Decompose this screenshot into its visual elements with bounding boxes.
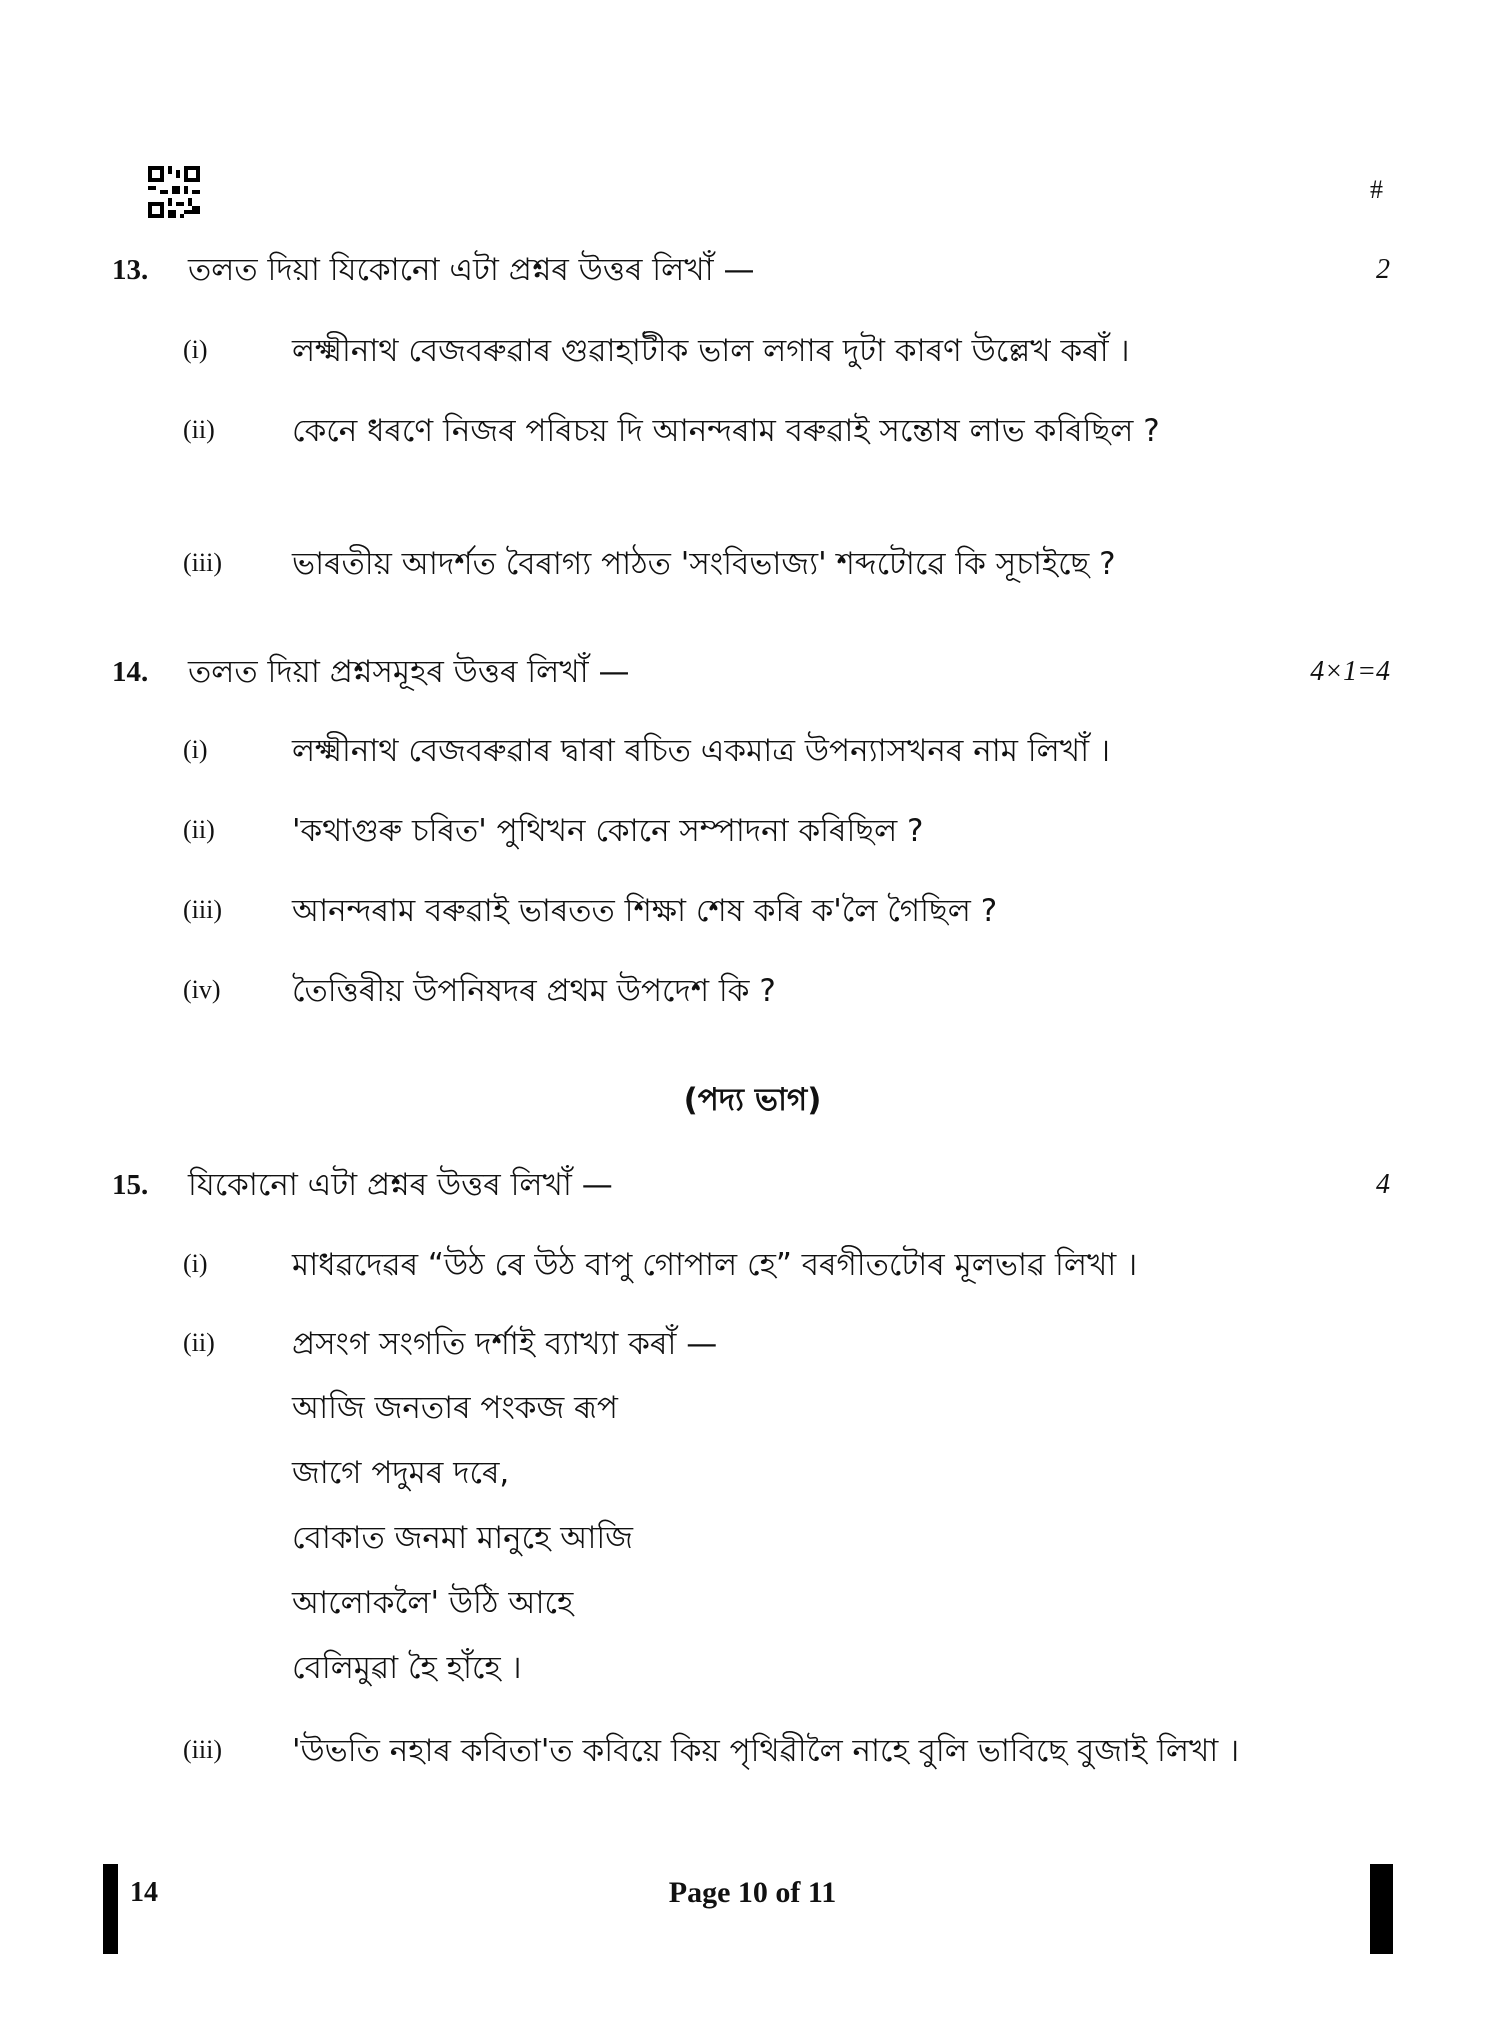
question-prompt: তলত দিয়া যিকোনো এটা প্ৰশ্নৰ উত্তৰ লিখাঁ — xyxy=(188,252,755,288)
question-prompt: তলত দিয়া প্ৰশ্নসমূহৰ উত্তৰ লিখাঁ — xyxy=(188,654,630,690)
question-marks: 4×1=4 xyxy=(1310,656,1390,687)
right-margin-bar xyxy=(1370,1864,1393,1954)
item-text: 'কথাগুৰু চৰিত' পুথিখন কোনে সম্পাদনা কৰিছিল ? xyxy=(292,813,924,849)
item-text: তৈত্তিৰীয় উপনিষদৰ প্ৰথম উপদেশ কি ? xyxy=(292,973,776,1009)
page-number: Page 10 of 11 xyxy=(668,1876,837,1909)
poem-line: বেলিমুৱা হৈ হাঁহে । xyxy=(292,1650,522,1686)
item-label: (ii) xyxy=(183,415,215,444)
question-prompt: যিকোনো এটা প্ৰশ্নৰ উত্তৰ লিখাঁ — xyxy=(188,1167,613,1203)
item-text: আনন্দৰাম বৰুৱাই ভাৰতত শিক্ষা শেষ কৰি ক'লৈ গৈছিল ? xyxy=(292,893,998,929)
question-15-header xyxy=(0,1160,1505,1210)
question-marks: 4 xyxy=(1376,1169,1390,1200)
item-text: ভাৰতীয় আদৰ্শত বৈৰাগ্য পাঠত 'সংবিভাজ্য' শব্দটোৱে কি সূচাইছে ? xyxy=(292,546,1116,582)
qr-code-icon xyxy=(148,166,200,218)
poem-line: আলোকলৈ' উঠি আহে xyxy=(292,1585,574,1621)
section-title: (পদ্য ভাগ) xyxy=(683,1082,822,1118)
corner-mark: # xyxy=(1370,175,1383,204)
poem-line: আজি জনতাৰ পংকজ ৰূপ xyxy=(292,1390,618,1426)
item-text: লক্ষ্মীনাথ বেজবৰুৱাৰ গুৱাহাটীক ভাল লগাৰ দুটা কাৰণ উল্লেখ কৰাঁ । xyxy=(292,333,1130,369)
question-number: 13. xyxy=(112,254,149,286)
poem-line: জাগে পদুমৰ দৰে, xyxy=(292,1455,510,1491)
question-13-header xyxy=(0,245,1505,295)
paper-code: 14 xyxy=(130,1877,158,1908)
item-label: (i) xyxy=(183,1249,208,1278)
item-text: কেনে ধৰণে নিজৰ পৰিচয় দি আনন্দৰাম বৰুৱাই সন্তোষ লাভ কৰিছিল ? xyxy=(292,413,1160,449)
item-label: (i) xyxy=(183,335,208,364)
item-text: মাধৱদেৱৰ “উঠ ৰে উঠ বাপু গোপাল হে” বৰগীতটোৰ মূলভাৱ লিখা । xyxy=(292,1247,1138,1283)
item-text: 'উভতি নহাৰ কবিতা'ত কবিয়ে কিয় পৃথিৱীলৈ নাহে বুলি ভাবিছে বুজাই লিখা । xyxy=(292,1733,1240,1769)
item-label: (ii) xyxy=(183,1328,215,1357)
question-number: 14. xyxy=(112,656,149,688)
item-label: (iii) xyxy=(183,895,222,924)
item-label: (i) xyxy=(183,735,208,764)
item-label: (iii) xyxy=(183,1735,222,1764)
question-14-header xyxy=(0,647,1505,697)
question-marks: 2 xyxy=(1376,254,1390,285)
item-label: (iii) xyxy=(183,548,222,577)
item-text: প্ৰসংগ সংগতি দৰ্শাই ব্যাখ্যা কৰাঁ — xyxy=(292,1326,718,1362)
poem-line: বোকাত জনমা মানুহে আজি xyxy=(292,1520,633,1556)
item-text: লক্ষ্মীনাথ বেজবৰুৱাৰ দ্বাৰা ৰচিত একমাত্ৰ উপন্যাসখনৰ নাম লিখাঁ । xyxy=(292,733,1111,769)
question-number: 15. xyxy=(112,1169,149,1201)
item-label: (ii) xyxy=(183,815,215,844)
item-label: (iv) xyxy=(183,975,221,1004)
